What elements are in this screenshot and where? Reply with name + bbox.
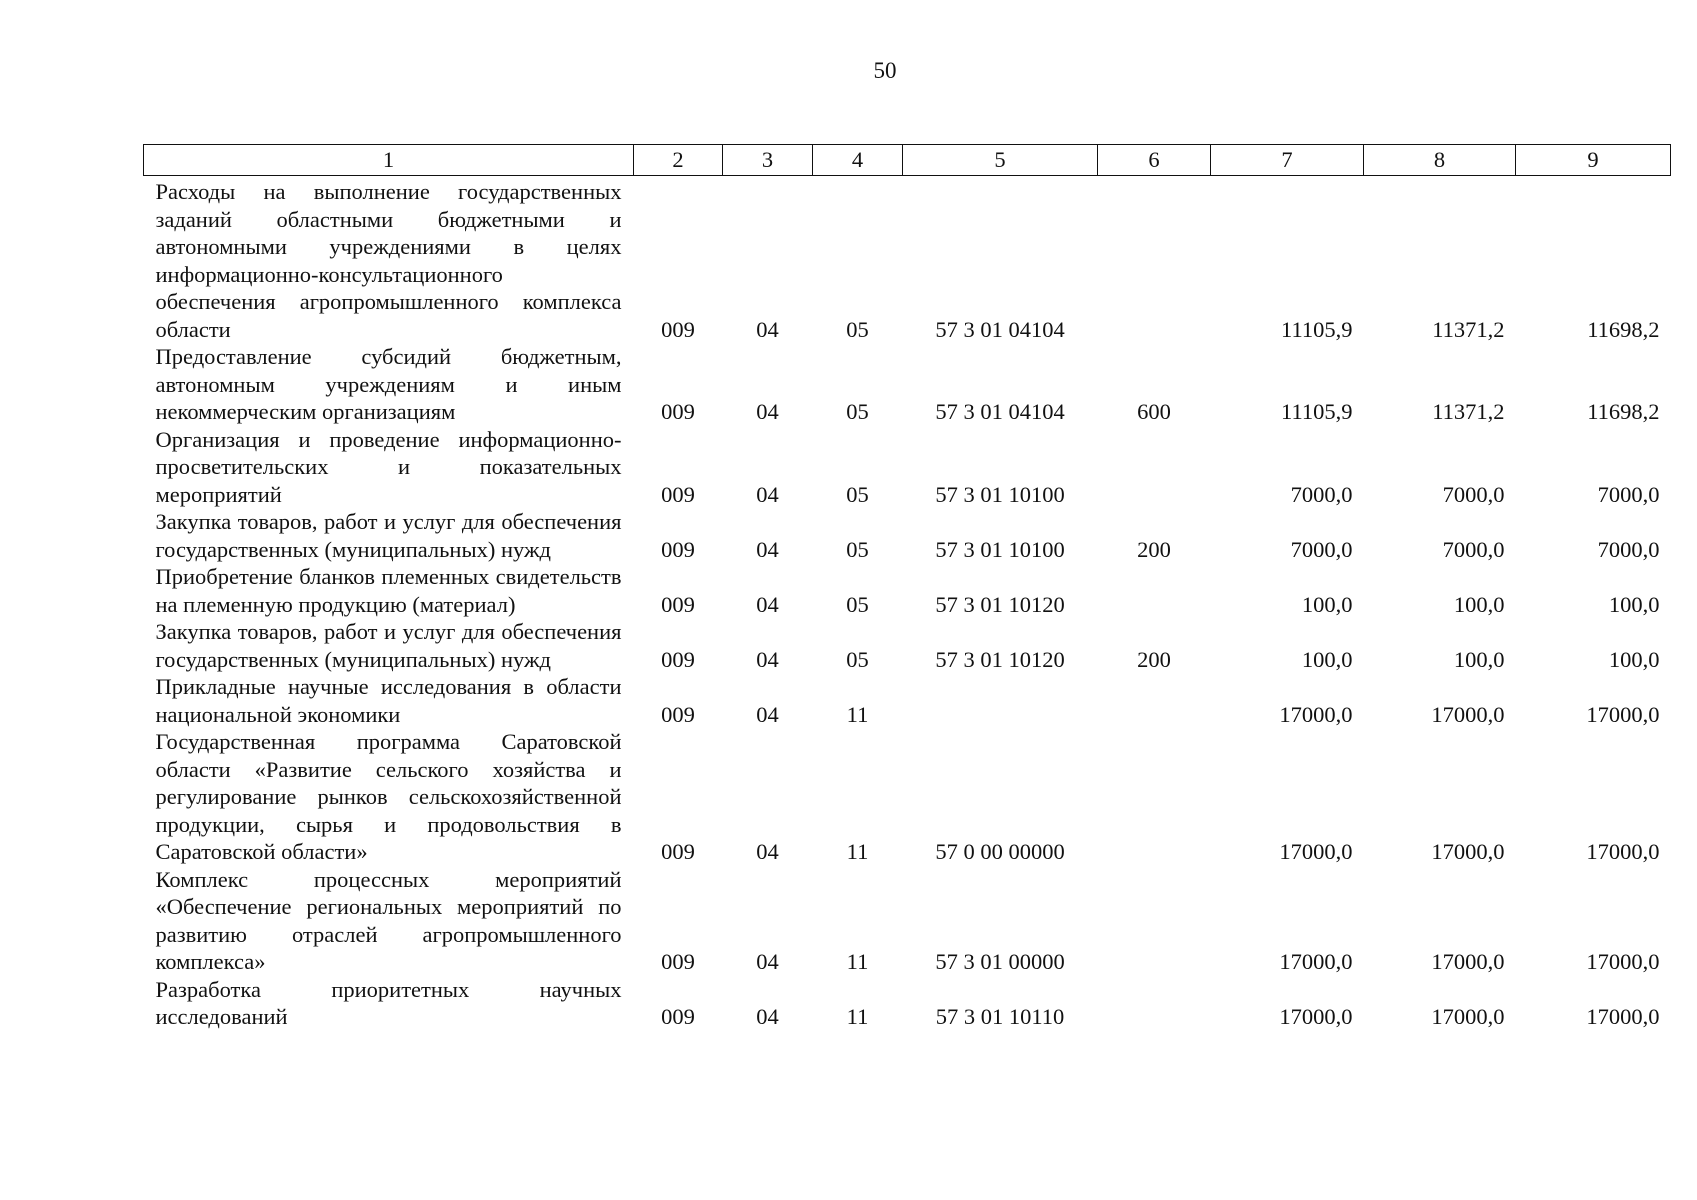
row-amount-year-1: 17000,0 <box>1279 839 1353 864</box>
row-name: Приобретение бланков племенных свидетельств на племенную продукцию (материал) <box>155 564 622 617</box>
table-row <box>144 426 1671 509</box>
row-name: Расходы на выполнение государственных заданий областными бюджетными и автономными учреждениями в целях информационно-консультационного обеспечения агропромышленного комплекса области <box>155 179 622 342</box>
row-expense-type <box>1098 176 1211 344</box>
header-col-1: 1 <box>144 145 634 176</box>
row-section: 04 <box>756 481 779 507</box>
page-number: 50 <box>873 58 897 83</box>
table-row <box>144 508 1671 563</box>
row-name: Разработка приоритетных научных исследований <box>155 976 622 1029</box>
header-row <box>144 145 1671 176</box>
row-name: Организация и проведение информационно-просветительских и показательных мероприятий <box>155 426 622 507</box>
row-target-article <box>903 673 1098 728</box>
row-amount-year-1: 17000,0 <box>1279 949 1353 974</box>
row-target-article: 57 3 01 04104 <box>935 316 1065 342</box>
row-name: Предоставление субсидий бюджетным, автономным учреждениям и иным некоммерческим организациям <box>155 344 622 424</box>
table-body <box>144 176 1671 1031</box>
row-section: 04 <box>756 316 779 342</box>
row-expense-type <box>1098 426 1211 509</box>
row-name: Закупка товаров, работ и услуг для обеспечения государственных (муниципальных) нужд <box>155 619 622 672</box>
row-amount-year-2: 17000,0 <box>1431 1004 1505 1029</box>
row-section: 04 <box>756 536 779 562</box>
row-target-article: 57 3 01 10110 <box>935 1004 1065 1029</box>
row-subsection: 11 <box>846 949 869 974</box>
row-target-article: 57 3 01 00000 <box>935 949 1065 974</box>
row-admin-code: 009 <box>661 399 695 424</box>
row-amount-year-1: 100,0 <box>1301 646 1353 672</box>
table-row <box>144 673 1671 728</box>
row-amount-year-2: 11371,2 <box>1432 316 1505 342</box>
row-amount-year-1: 7000,0 <box>1290 536 1353 562</box>
row-target-article: 57 3 01 10100 <box>935 536 1065 562</box>
row-admin-code: 009 <box>661 701 695 727</box>
row-admin-code: 009 <box>661 316 695 342</box>
row-amount-year-3: 7000,0 <box>1597 481 1660 507</box>
row-subsection: 11 <box>846 1004 869 1029</box>
header-col-9: 9 <box>1516 145 1671 176</box>
row-name: Закупка товаров, работ и услуг для обеспечения государственных (муниципальных) нужд <box>155 509 622 562</box>
table-row <box>144 976 1671 1031</box>
table-row <box>144 728 1671 866</box>
row-amount-year-3: 17000,0 <box>1586 839 1660 864</box>
row-section: 04 <box>756 949 779 974</box>
row-amount-year-2: 100,0 <box>1453 646 1505 672</box>
row-amount-year-3: 17000,0 <box>1586 1004 1660 1029</box>
header-col-6: 6 <box>1098 145 1211 176</box>
row-amount-year-2: 17000,0 <box>1431 949 1505 974</box>
row-amount-year-1: 11105,9 <box>1281 399 1353 424</box>
row-amount-year-2: 17000,0 <box>1431 701 1505 727</box>
row-subsection: 11 <box>846 839 869 864</box>
row-name: Государственная программа Саратовской области «Развитие сельского хозяйства и регулирование рынков сельскохозяйственной продукции, сырья и продовольствия в Саратовской области» <box>155 729 622 864</box>
table-row <box>144 866 1671 976</box>
row-target-article: 57 3 01 10120 <box>935 591 1065 617</box>
row-amount-year-2: 17000,0 <box>1431 839 1505 864</box>
header-col-2: 2 <box>634 145 723 176</box>
row-subsection: 11 <box>846 701 869 727</box>
row-expense-type: 200 <box>1137 536 1171 562</box>
row-expense-type <box>1098 866 1211 976</box>
row-target-article: 57 3 01 04104 <box>935 399 1065 424</box>
row-section: 04 <box>756 1004 779 1029</box>
row-amount-year-3: 11698,2 <box>1587 399 1660 424</box>
row-amount-year-1: 7000,0 <box>1290 481 1353 507</box>
row-expense-type: 200 <box>1137 646 1171 672</box>
row-subsection: 05 <box>846 536 869 562</box>
row-expense-type <box>1098 976 1211 1031</box>
row-admin-code: 009 <box>661 839 695 864</box>
header-col-8: 8 <box>1364 145 1516 176</box>
row-subsection: 05 <box>846 591 869 617</box>
row-target-article: 57 3 01 10100 <box>935 481 1065 507</box>
row-admin-code: 009 <box>661 646 695 672</box>
row-expense-type <box>1098 563 1211 618</box>
row-amount-year-1: 11105,9 <box>1281 316 1353 342</box>
row-expense-type: 600 <box>1137 399 1171 424</box>
budget-table <box>143 144 1671 1031</box>
row-amount-year-2: 7000,0 <box>1442 536 1505 562</box>
row-section: 04 <box>756 399 779 424</box>
table-row <box>144 563 1671 618</box>
row-amount-year-2: 7000,0 <box>1442 481 1505 507</box>
row-admin-code: 009 <box>661 591 695 617</box>
row-amount-year-2: 11371,2 <box>1432 399 1505 424</box>
row-section: 04 <box>756 591 779 617</box>
table-row <box>144 176 1671 344</box>
row-admin-code: 009 <box>661 1004 695 1029</box>
row-amount-year-1: 100,0 <box>1301 591 1353 617</box>
row-subsection: 05 <box>846 316 869 342</box>
row-target-article: 57 0 00 00000 <box>935 839 1065 864</box>
row-section: 04 <box>756 701 779 727</box>
row-amount-year-3: 11698,2 <box>1587 316 1660 342</box>
row-name: Прикладные научные исследования в области национальной экономики <box>155 674 622 727</box>
row-expense-type <box>1098 673 1211 728</box>
row-subsection: 05 <box>846 481 869 507</box>
table-header <box>144 145 1671 176</box>
header-col-5: 5 <box>903 145 1098 176</box>
row-admin-code: 009 <box>661 949 695 974</box>
row-admin-code: 009 <box>661 481 695 507</box>
row-section: 04 <box>756 839 779 864</box>
row-subsection: 05 <box>846 399 869 424</box>
row-subsection: 05 <box>846 646 869 672</box>
header-col-4: 4 <box>813 145 903 176</box>
row-amount-year-2: 100,0 <box>1453 591 1505 617</box>
row-amount-year-3: 100,0 <box>1608 591 1660 617</box>
header-col-3: 3 <box>723 145 813 176</box>
row-section: 04 <box>756 646 779 672</box>
row-amount-year-3: 17000,0 <box>1586 949 1660 974</box>
row-amount-year-1: 17000,0 <box>1279 1004 1353 1029</box>
row-target-article: 57 3 01 10120 <box>935 646 1065 672</box>
row-expense-type <box>1098 728 1211 866</box>
row-amount-year-3: 7000,0 <box>1597 536 1660 562</box>
row-admin-code: 009 <box>661 536 695 562</box>
row-name: Комплекс процессных мероприятий «Обеспечение региональных мероприятий по развитию отраслей агропромышленного комплекса» <box>155 866 622 974</box>
header-col-7: 7 <box>1211 145 1364 176</box>
row-amount-year-1: 17000,0 <box>1279 701 1353 727</box>
row-amount-year-3: 17000,0 <box>1586 701 1660 727</box>
row-amount-year-3: 100,0 <box>1608 646 1660 672</box>
table-row <box>144 343 1671 426</box>
table-row <box>144 618 1671 673</box>
